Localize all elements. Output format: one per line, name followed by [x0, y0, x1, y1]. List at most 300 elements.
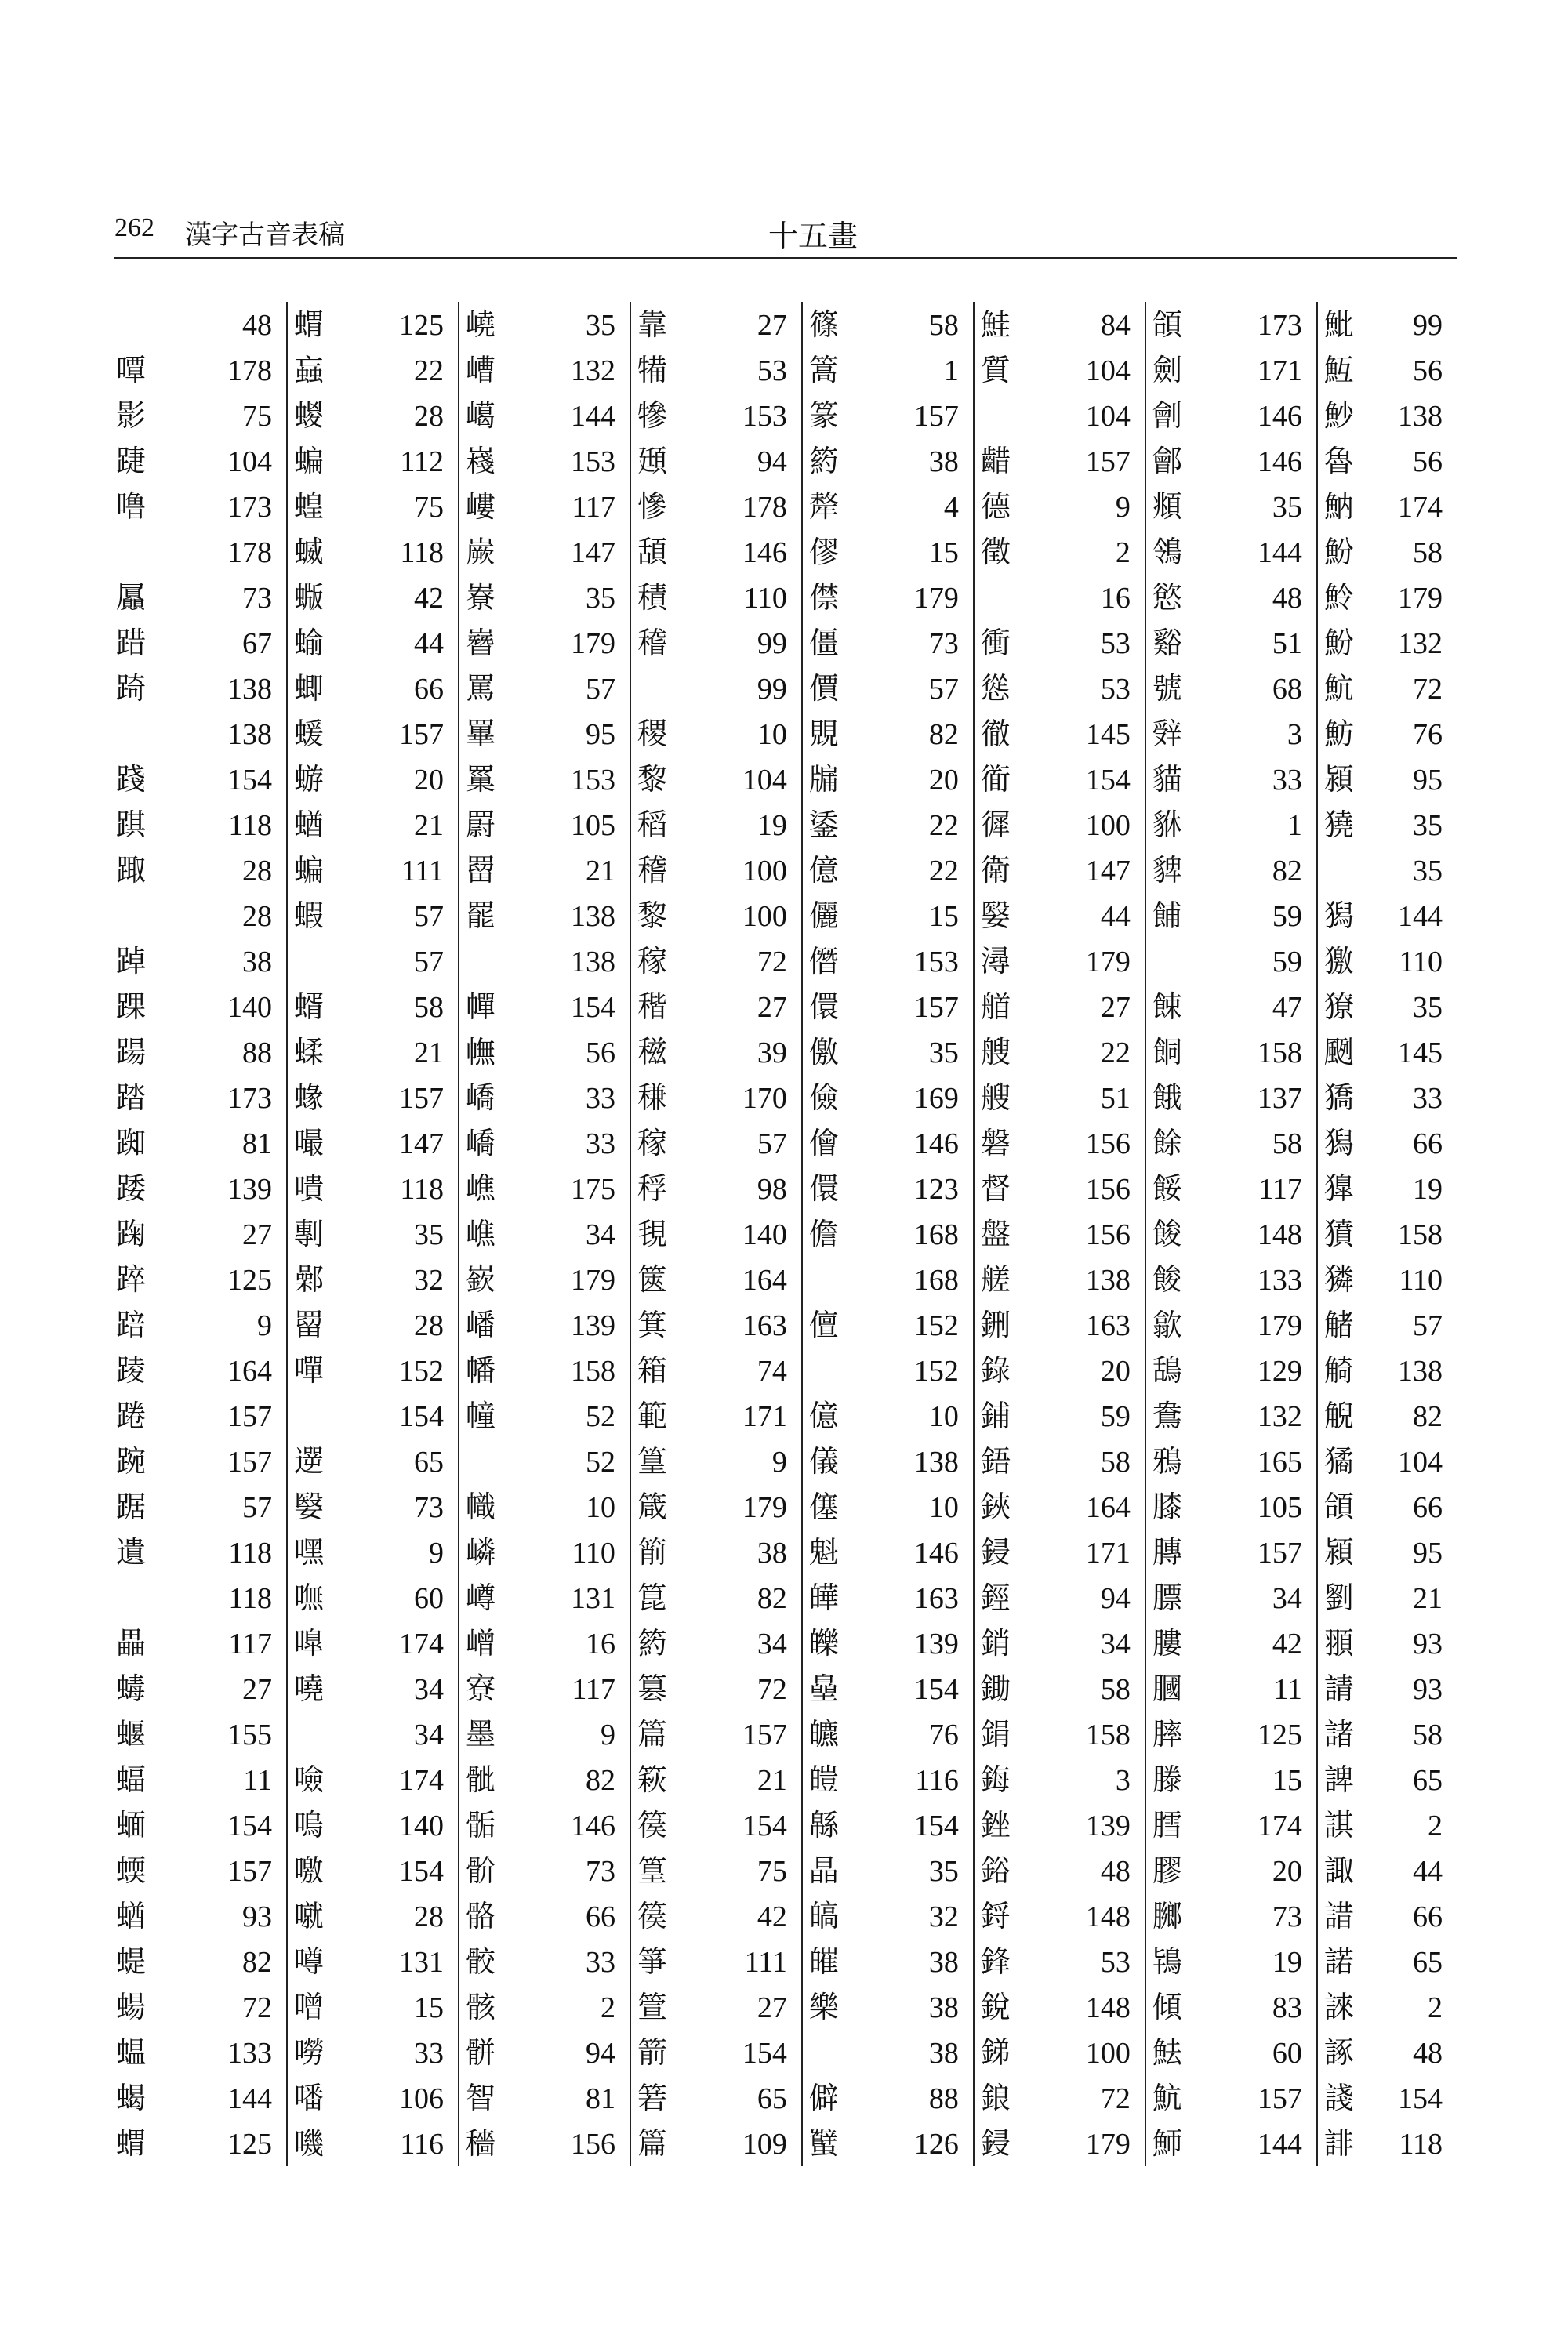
- entry-rhyme-number: 153: [913, 946, 959, 978]
- entry-rhyme-number: 52: [585, 1400, 615, 1433]
- entry-rhyme-number: 34: [757, 1628, 787, 1661]
- entry-rhyme-number: 73: [1272, 1900, 1302, 1933]
- entry-rhyme-number: 1: [943, 354, 959, 387]
- entry-character: 踞: [116, 1490, 147, 1524]
- entry-character: 價: [808, 671, 839, 706]
- index-entry: [114, 1621, 286, 1666]
- entry-character: 遺: [116, 1535, 147, 1570]
- entry-character: 銻: [980, 2035, 1011, 2070]
- index-entry: [459, 438, 630, 484]
- entry-rhyme-number: 56: [1413, 445, 1443, 478]
- index-entry: [114, 1257, 286, 1302]
- index-entry: [631, 1666, 801, 1711]
- index-entry: [459, 711, 630, 757]
- entry-character: 嘿: [293, 1535, 324, 1570]
- entry-character: 骴: [465, 1762, 495, 1797]
- entry-character: 踜: [116, 1353, 147, 1388]
- index-entry: [459, 1893, 630, 1939]
- entry-character: 觰: [1323, 1308, 1354, 1342]
- entry-character: 獢: [1323, 1080, 1354, 1115]
- entry-rhyme-number: 75: [241, 400, 272, 433]
- entry-character: 踐: [116, 762, 147, 797]
- entry-rhyme-number: 174: [398, 1628, 444, 1661]
- entry-character: 魼: [1152, 2035, 1182, 2070]
- entry-character: 獝: [1323, 1444, 1354, 1479]
- index-entry: [975, 1530, 1145, 1575]
- entry-character: 罺: [465, 762, 495, 797]
- index-entry: [1318, 1439, 1457, 1484]
- entry-character: 墨: [465, 1717, 495, 1751]
- entry-character: 艏: [980, 989, 1011, 1024]
- entry-character: 僵: [808, 626, 839, 660]
- entry-character: 艘: [980, 1080, 1011, 1115]
- entry-rhyme-number: 132: [1257, 1400, 1302, 1433]
- entry-rhyme-number: 132: [1398, 627, 1443, 660]
- entry-character: 儇: [808, 1171, 839, 1206]
- index-entry: [975, 1939, 1145, 1984]
- entry-character: 鴒: [1152, 535, 1182, 569]
- entry-character: 蝯: [293, 717, 324, 751]
- entry-rhyme-number: 34: [1100, 1628, 1131, 1661]
- entry-character: 魧: [1323, 671, 1354, 706]
- entry-rhyme-number: 106: [398, 2082, 444, 2115]
- entry-rhyme-number: 15: [1272, 1764, 1302, 1797]
- index-entry: [1318, 802, 1457, 848]
- entry-character: 魦: [1323, 398, 1354, 433]
- entry-rhyme-number: 38: [928, 2037, 959, 2070]
- entry-character: 蝳: [116, 1671, 147, 1706]
- entry-character: 傾: [1152, 1990, 1182, 2024]
- entry-rhyme-number: 156: [570, 2128, 615, 2161]
- entry-character: 箴: [637, 1490, 667, 1524]
- entry-character: 鋃: [980, 2081, 1011, 2115]
- index-entry: [975, 1302, 1145, 1348]
- entry-rhyme-number: 56: [1413, 354, 1443, 387]
- entry-rhyme-number: 82: [241, 1946, 272, 1979]
- entry-rhyme-number: 147: [570, 536, 615, 569]
- entry-rhyme-number: 4: [943, 491, 959, 524]
- index-entry: [1146, 2075, 1316, 2121]
- entry-character: 箬: [637, 2081, 667, 2115]
- entry-rhyme-number: 139: [913, 1628, 959, 1661]
- entry-rhyme-number: 157: [913, 400, 959, 433]
- index-entry: [1146, 1439, 1316, 1484]
- entry-rhyme-number: 93: [1413, 1628, 1443, 1661]
- index-entry: [1146, 484, 1316, 529]
- index-entry: [631, 1984, 801, 2030]
- entry-rhyme-number: 38: [757, 1537, 787, 1570]
- entry-rhyme-number: 35: [928, 1855, 959, 1888]
- entry-character: 號: [1152, 671, 1182, 706]
- entry-rhyme-number: 1: [1287, 809, 1302, 842]
- entry-rhyme-number: 33: [1413, 1082, 1443, 1115]
- index-entry: [288, 893, 458, 938]
- index-entry: [1318, 1302, 1457, 1348]
- entry-character: 嶁: [465, 489, 495, 524]
- entry-rhyme-number: 148: [1085, 1991, 1131, 2024]
- index-entry: [114, 666, 286, 711]
- index-entry: [803, 1348, 973, 1393]
- entry-character: 蠥: [808, 2126, 839, 2161]
- entry-character: 篌: [637, 1899, 667, 1933]
- index-entry: [1146, 529, 1316, 575]
- index-entry: [631, 2075, 801, 2121]
- index-entry: [803, 529, 973, 575]
- entry-rhyme-number: 178: [227, 354, 272, 387]
- index-entry: [1146, 302, 1316, 347]
- index-entry: [631, 1802, 801, 1848]
- entry-character: 篇: [637, 1717, 667, 1751]
- index-entry: [1146, 2121, 1316, 2166]
- entry-character: 罵: [465, 671, 495, 706]
- entry-rhyme-number: 58: [1100, 1673, 1131, 1706]
- entry-rhyme-number: 83: [1272, 1991, 1302, 2024]
- entry-rhyme-number: 152: [913, 1355, 959, 1388]
- index-entry: [631, 347, 801, 393]
- index-entry: [459, 1802, 630, 1848]
- entry-character: 嘽: [293, 1353, 324, 1388]
- entry-character: 膤: [1152, 1808, 1182, 1842]
- index-entry: [1318, 757, 1457, 802]
- entry-rhyme-number: 94: [1100, 1582, 1131, 1615]
- index-entry: [1318, 302, 1457, 347]
- entry-character: 銷: [980, 1626, 1011, 1661]
- entry-rhyme-number: 57: [928, 673, 959, 706]
- entry-character: 餘: [1152, 1126, 1182, 1160]
- entry-rhyme-number: 53: [1100, 627, 1131, 660]
- entry-rhyme-number: 146: [1257, 400, 1302, 433]
- entry-character: 屭: [116, 580, 147, 615]
- index-entry: [114, 1075, 286, 1120]
- entry-character: 蝠: [116, 1762, 147, 1797]
- entry-character: 嘮: [293, 2035, 324, 2070]
- entry-rhyme-number: 152: [398, 1355, 444, 1388]
- index-column: [973, 302, 1145, 2166]
- entry-character: 覒: [637, 1217, 667, 1251]
- index-column: [1316, 302, 1457, 2166]
- index-entry: [1318, 893, 1457, 938]
- index-entry: [631, 1711, 801, 1757]
- entry-character: 鄵: [293, 1262, 324, 1297]
- entry-character: 踦: [116, 671, 147, 706]
- entry-rhyme-number: 66: [585, 1900, 615, 1933]
- entry-character: 遻: [293, 1444, 324, 1479]
- index-entry: [459, 1348, 630, 1393]
- index-entry: [631, 1893, 801, 1939]
- entry-character: 稷: [637, 717, 667, 751]
- index-entry: [288, 1211, 458, 1257]
- entry-rhyme-number: 35: [1413, 991, 1443, 1024]
- entry-character: 牖: [808, 762, 839, 797]
- index-entry: [803, 1575, 973, 1621]
- entry-character: 篁: [637, 1444, 667, 1479]
- entry-character: 慘: [637, 489, 667, 524]
- index-column: [114, 302, 286, 2166]
- entry-character: 骱: [465, 1853, 495, 1888]
- index-entry: [975, 1666, 1145, 1711]
- entry-rhyme-number: 57: [413, 900, 444, 933]
- index-entry: [1146, 893, 1316, 938]
- index-entry: [631, 1257, 801, 1302]
- entry-character: 嶡: [465, 535, 495, 569]
- entry-character: 魁: [808, 1535, 839, 1570]
- entry-character: 踠: [116, 1444, 147, 1479]
- entry-character: 稻: [637, 808, 667, 842]
- entry-character: 箟: [637, 1581, 667, 1615]
- entry-rhyme-number: 3: [1115, 1764, 1131, 1797]
- index-entry: [975, 848, 1145, 893]
- index-entry: [114, 1848, 286, 1893]
- entry-rhyme-number: 140: [227, 991, 272, 1024]
- entry-character: 蝒: [116, 1808, 147, 1842]
- entry-character: 獠: [1323, 989, 1354, 1024]
- entry-rhyme-number: 33: [413, 2037, 444, 2070]
- entry-character: 罶: [293, 1308, 324, 1342]
- index-entry: [1318, 2030, 1457, 2075]
- index-entry: [1318, 2121, 1457, 2166]
- entry-rhyme-number: 112: [400, 445, 444, 478]
- entry-rhyme-number: 22: [1100, 1036, 1131, 1069]
- entry-character: 僻: [808, 2081, 839, 2115]
- entry-rhyme-number: 168: [913, 1264, 959, 1297]
- index-entry: [459, 1848, 630, 1893]
- index-entry: [459, 1621, 630, 1666]
- index-entry: [288, 1802, 458, 1848]
- entry-rhyme-number: 9: [256, 1309, 272, 1342]
- index-entry: [1318, 1621, 1457, 1666]
- index-entry: [459, 2121, 630, 2166]
- entry-rhyme-number: 82: [757, 1582, 787, 1615]
- index-entry: [288, 1711, 458, 1757]
- index-entry: [288, 1393, 458, 1439]
- entry-rhyme-number: 38: [928, 1946, 959, 1979]
- entry-rhyme-number: 16: [585, 1628, 615, 1661]
- entry-rhyme-number: 138: [1398, 400, 1443, 433]
- entry-rhyme-number: 173: [227, 491, 272, 524]
- index-entry: [803, 438, 973, 484]
- page-number: 262: [114, 213, 154, 242]
- entry-rhyme-number: 138: [1398, 1355, 1443, 1388]
- index-entry: [803, 1848, 973, 1893]
- entry-character: 僇: [808, 535, 839, 569]
- entry-rhyme-number: 156: [1085, 1127, 1131, 1160]
- entry-character: 踔: [116, 944, 147, 978]
- entry-character: 嘷: [293, 1626, 324, 1661]
- index-entry: [803, 2121, 973, 2166]
- index-entry: [1146, 1348, 1316, 1393]
- entry-rhyme-number: 179: [570, 1264, 615, 1297]
- entry-character: 篙: [808, 353, 839, 387]
- entry-rhyme-number: 28: [241, 855, 272, 887]
- index-entry: [631, 620, 801, 666]
- entry-rhyme-number: 60: [413, 1582, 444, 1615]
- entry-rhyme-number: 73: [241, 582, 272, 615]
- entry-rhyme-number: 153: [742, 400, 787, 433]
- entry-rhyme-number: 22: [928, 809, 959, 842]
- entry-rhyme-number: 147: [398, 1127, 444, 1160]
- index-entry: [631, 1575, 801, 1621]
- index-entry: [1318, 666, 1457, 711]
- entry-character: 篆: [808, 398, 839, 433]
- index-entry: [459, 1029, 630, 1075]
- entry-rhyme-number: 144: [570, 400, 615, 433]
- index-entry: [1146, 1757, 1316, 1802]
- entry-rhyme-number: 163: [742, 1309, 787, 1342]
- entry-rhyme-number: 35: [1272, 491, 1302, 524]
- entry-character: 樂: [808, 1990, 839, 2024]
- entry-character: 鮭: [980, 307, 1011, 342]
- entry-rhyme-number: 56: [585, 1036, 615, 1069]
- entry-rhyme-number: 104: [1085, 400, 1131, 433]
- index-entry: [114, 1484, 286, 1530]
- entry-character: 皪: [808, 1626, 839, 1661]
- entry-character: 篠: [808, 307, 839, 342]
- entry-rhyme-number: 158: [1398, 1218, 1443, 1251]
- entry-rhyme-number: 9: [428, 1537, 444, 1570]
- entry-character: 蝱: [293, 353, 324, 387]
- index-entry: [114, 1984, 286, 2030]
- index-entry: [1318, 575, 1457, 620]
- entry-rhyme-number: 11: [243, 1764, 272, 1797]
- entry-character: 魳: [1152, 2126, 1182, 2161]
- entry-rhyme-number: 146: [570, 1809, 615, 1842]
- entry-rhyme-number: 168: [913, 1218, 959, 1251]
- entry-rhyme-number: 157: [227, 1855, 272, 1888]
- entry-rhyme-number: 95: [585, 718, 615, 751]
- entry-rhyme-number: 95: [1413, 1537, 1443, 1570]
- entry-rhyme-number: 99: [1413, 309, 1443, 342]
- entry-rhyme-number: 118: [400, 1173, 444, 1206]
- entry-character: 嶒: [465, 1626, 495, 1661]
- entry-rhyme-number: 60: [1272, 2037, 1302, 2070]
- index-entry: [1146, 1257, 1316, 1302]
- index-entry: [1146, 666, 1316, 711]
- entry-character: 蝚: [293, 1035, 324, 1069]
- index-entry: [114, 302, 286, 347]
- entry-rhyme-number: 32: [928, 1900, 959, 1933]
- entry-rhyme-number: 44: [1100, 900, 1131, 933]
- index-entry: [288, 757, 458, 802]
- entry-rhyme-number: 158: [1257, 1036, 1302, 1069]
- entry-rhyme-number: 38: [928, 445, 959, 478]
- entry-rhyme-number: 2: [1115, 536, 1131, 569]
- entry-character: 蝙: [293, 444, 324, 478]
- entry-rhyme-number: 19: [1413, 1173, 1443, 1206]
- entry-rhyme-number: 53: [1100, 673, 1131, 706]
- index-entry: [114, 2075, 286, 2121]
- index-entry: [803, 1029, 973, 1075]
- index-entry: [459, 757, 630, 802]
- entry-rhyme-number: 27: [1100, 991, 1131, 1024]
- entry-rhyme-number: 88: [241, 1036, 272, 1069]
- entry-rhyme-number: 42: [757, 1900, 787, 1933]
- index-entry: [459, 2030, 630, 2075]
- entry-character: 衜: [980, 762, 1011, 797]
- entry-rhyme-number: 99: [757, 627, 787, 660]
- entry-rhyme-number: 144: [1398, 900, 1443, 933]
- index-entry: [288, 1530, 458, 1575]
- entry-rhyme-number: 100: [1085, 2037, 1131, 2070]
- index-entry: [803, 1257, 973, 1302]
- entry-rhyme-number: 137: [1257, 1082, 1302, 1115]
- entry-character: 踖: [116, 626, 147, 660]
- entry-rhyme-number: 33: [1272, 764, 1302, 797]
- index-entry: [975, 711, 1145, 757]
- index-entry: [1318, 1166, 1457, 1211]
- index-entry: [803, 2030, 973, 2075]
- entry-character: 噭: [293, 1853, 324, 1888]
- entry-rhyme-number: 15: [928, 900, 959, 933]
- entry-rhyme-number: 129: [1257, 1355, 1302, 1388]
- entry-character: 嶕: [465, 1171, 495, 1206]
- index-entry: [975, 2121, 1145, 2166]
- index-entry: [459, 1211, 630, 1257]
- index-entry: [803, 893, 973, 938]
- entry-rhyme-number: 157: [1085, 445, 1131, 478]
- index-entry: [459, 1575, 630, 1621]
- entry-rhyme-number: 125: [398, 309, 444, 342]
- entry-rhyme-number: 2: [1428, 1991, 1443, 2024]
- entry-character: 罼: [465, 717, 495, 751]
- entry-rhyme-number: 82: [1272, 855, 1302, 887]
- entry-character: 篍: [637, 1762, 667, 1797]
- entry-character: 諀: [1323, 1762, 1354, 1797]
- entry-rhyme-number: 81: [585, 2082, 615, 2115]
- entry-character: 鋤: [980, 1671, 1011, 1706]
- entry-rhyme-number: 126: [913, 2128, 959, 2161]
- index-entry: [975, 302, 1145, 347]
- entry-character: 潁: [1323, 1535, 1354, 1570]
- entry-character: 蝎: [116, 2081, 147, 2115]
- index-entry: [803, 802, 973, 848]
- index-entry: [114, 1211, 286, 1257]
- entry-rhyme-number: 125: [227, 2128, 272, 2161]
- entry-rhyme-number: 116: [915, 1764, 959, 1797]
- entry-rhyme-number: 138: [227, 718, 272, 751]
- entry-rhyme-number: 34: [413, 1719, 444, 1751]
- entry-rhyme-number: 19: [1272, 1946, 1302, 1979]
- index-entry: [631, 1439, 801, 1484]
- entry-character: 踤: [116, 1262, 147, 1297]
- entry-character: 稽: [637, 626, 667, 660]
- entry-rhyme-number: 28: [413, 400, 444, 433]
- entry-rhyme-number: 138: [570, 946, 615, 978]
- entry-character: 誺: [1323, 1990, 1354, 2024]
- entry-character: 蝛: [293, 535, 324, 569]
- entry-rhyme-number: 38: [241, 946, 272, 978]
- index-column: [286, 302, 458, 2166]
- entry-rhyme-number: 154: [1398, 2082, 1443, 2115]
- entry-character: 嶚: [465, 580, 495, 615]
- index-entry: [114, 620, 286, 666]
- entry-rhyme-number: 164: [227, 1355, 272, 1388]
- index-entry: [975, 1621, 1145, 1666]
- entry-character: 魮: [1323, 307, 1354, 342]
- entry-rhyme-number: 65: [1413, 1764, 1443, 1797]
- index-entry: [288, 393, 458, 438]
- index-entry: [975, 1893, 1145, 1939]
- entry-character: 鋪: [980, 1399, 1011, 1433]
- entry-character: 鋈: [808, 808, 839, 842]
- entry-rhyme-number: 20: [1272, 1855, 1302, 1888]
- entry-character: 頲: [637, 444, 667, 478]
- index-entry: [459, 1666, 630, 1711]
- entry-rhyme-number: 152: [913, 1309, 959, 1342]
- entry-rhyme-number: 20: [928, 764, 959, 797]
- entry-character: 銼: [980, 1808, 1011, 1842]
- entry-character: 膷: [1152, 1899, 1182, 1933]
- entry-character: 億: [808, 853, 839, 887]
